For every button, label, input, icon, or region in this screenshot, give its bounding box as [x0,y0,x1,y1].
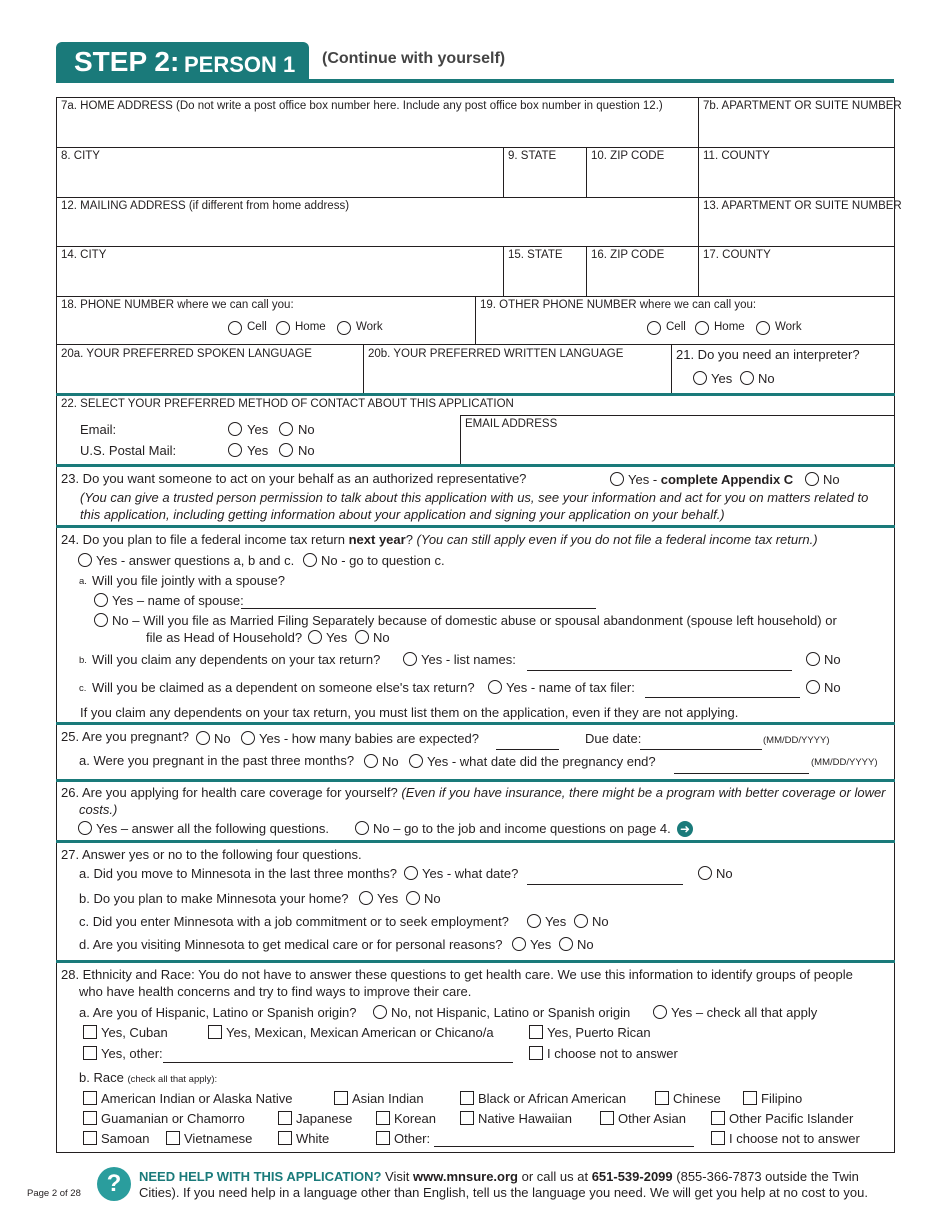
race-label: White [296,1131,330,1146]
q18-cell-radio[interactable] [228,321,242,335]
race-checkbox[interactable] [600,1111,614,1125]
q28-intro-line1: 28. Ethnicity and Race: You do not have to answer these questions to get health care. We use this information to identify groups of people [61,967,853,982]
eth-cuban-label: Yes, Cuban [101,1025,168,1040]
due-date-field[interactable] [640,749,762,750]
q24a-label: Will you file jointly with a spouse? [92,573,285,588]
q28b-label: b. Race (check all that apply): [79,1070,218,1085]
due-date-format: (MM/DD/YYYY) [763,735,830,746]
race-checkbox[interactable] [83,1111,97,1125]
q18-home-label: Home [295,321,326,333]
q24-yes-label: Yes - answer questions a, b and c. [96,553,295,568]
q28a-label: a. Are you of Hispanic, Latino or Spanish origin? [79,1005,357,1020]
dependents-names-field[interactable] [527,670,792,671]
help-icon: ? [97,1167,131,1201]
race-checkbox[interactable] [278,1131,292,1145]
home-address-field[interactable] [57,115,697,146]
q27a-yes-radio[interactable] [404,866,418,880]
q22-postal-no-radio[interactable] [279,443,293,457]
q27c-no-label: No [592,914,609,929]
mailing-city-field[interactable] [57,264,502,295]
q24a-hoh-no-radio[interactable] [355,630,369,644]
q21-label: 21. Do you need an interpreter? [676,347,860,362]
move-date-field[interactable] [527,884,683,885]
q23-label: 23. Do you want someone to act on your behalf as an authorized representative? [61,471,527,486]
q20a-label: 20a. YOUR PREFERRED SPOKEN LANGUAGE [61,348,312,360]
q27d-yes-label: Yes [530,937,552,952]
q24-label: 24. Do you plan to file a federal income tax return next year? (You can still apply even if you do not file a federal income tax return.) [61,532,818,547]
q27a-no-label: No [716,866,733,881]
race-label: Black or African American [478,1091,627,1106]
q27b-yes-radio[interactable] [359,891,373,905]
q28a-yes-label: Yes – check all that apply [671,1005,818,1020]
q19-work-label: Work [775,321,802,333]
q28a-no-radio[interactable] [373,1005,387,1019]
spouse-name-field[interactable] [241,608,596,609]
race-checkbox[interactable] [711,1131,725,1145]
q22-postal-yes-label: Yes [247,443,269,458]
q28a-no-label: No, not Hispanic, Latino or Spanish origin [391,1005,631,1020]
q25a-yes-label: Yes - what date did the pregnancy end? [427,754,656,769]
q22-email-no-radio[interactable] [279,422,293,436]
q24a-hoh-no-label: No [373,630,390,645]
q10-label: 10. ZIP CODE [591,150,665,162]
q16-label: 16. ZIP CODE [591,249,665,261]
mailing-state-field[interactable] [504,264,585,295]
q27a-no-radio[interactable] [698,866,712,880]
q22-postal-label: U.S. Postal Mail: [80,443,177,458]
q25-label: 25. Are you pregnant? [61,729,189,744]
race-checkbox[interactable] [655,1091,669,1105]
q18-label: 18. PHONE NUMBER where we can call you: [61,299,294,311]
pregnancy-end-date-format: (MM/DD/YYYY) [811,757,878,768]
q24c-yes-label: Yes - name of tax filer: [506,680,635,695]
city-field[interactable] [57,165,502,196]
q24a-no-radio[interactable] [94,613,108,627]
q24b-yes-radio[interactable] [403,652,417,666]
zip-field[interactable] [587,165,697,196]
q22-email-yes-radio[interactable] [228,422,242,436]
race-label: Samoan [101,1131,150,1146]
q7b-label: 7b. APARTMENT OR SUITE NUMBER [703,100,902,112]
q24-yes-radio[interactable] [78,553,92,567]
q21-yes-radio[interactable] [693,371,707,385]
race-checkbox[interactable] [83,1131,97,1145]
q21-no-radio[interactable] [740,371,754,385]
q23-no-radio[interactable] [805,472,819,486]
tax-filer-name-field[interactable] [645,697,800,698]
q9-label: 9. STATE [508,150,557,162]
q24a-yes-radio[interactable] [94,593,108,607]
q8-label: 8. CITY [61,150,100,162]
mailing-county-field[interactable] [699,264,893,295]
q18-work-label: Work [356,321,383,333]
q26-label: 26. Are you applying for health care coverage for yourself? (Even if you have insurance, there might be a program with better coverage or lower [61,785,886,800]
q27d-no-radio[interactable] [559,937,573,951]
race-label: Other Asian [618,1111,686,1126]
q24b-no-label: No [824,652,841,667]
race-checkbox[interactable] [83,1091,97,1105]
eth-mexican-label: Yes, Mexican, Mexican American or Chicano/a [226,1025,494,1040]
q24b-yes-label: Yes - list names: [421,652,516,667]
q26-no-label: No – go to the job and income questions on page 4. [373,821,671,836]
eth-pr-checkbox[interactable] [529,1025,543,1039]
q24a-hoh-label: file as Head of Household? [146,630,303,645]
race-checkbox[interactable] [460,1111,474,1125]
q27a-yes-label: Yes - what date? [422,866,519,881]
babies-count-field[interactable] [496,749,559,750]
race-checkbox[interactable] [376,1131,390,1145]
q27c-yes-radio[interactable] [527,914,541,928]
q25a-no-radio[interactable] [364,754,378,768]
race-checkbox[interactable] [743,1091,757,1105]
q27b-label: b. Do you plan to make Minnesota your home? [79,891,349,906]
footer-help-line1: NEED HELP WITH THIS APPLICATION? Visit www.mnsure.org or call us at 651-539-2099 (855-366-7873 outside the Twin [139,1169,859,1184]
q27b-no-radio[interactable] [406,891,420,905]
q12-label: 12. MAILING ADDRESS (if different from home address) [61,200,350,212]
mailing-apt-field[interactable] [699,215,893,245]
race-label: Chinese [673,1091,721,1106]
race-label: Asian Indian [352,1091,424,1106]
q19-home-label: Home [714,321,745,333]
q26-yes-radio[interactable] [78,821,92,835]
person-label: PERSON 1 [184,52,296,77]
q26-label-cont: costs.) [79,802,118,817]
race-label: Korean [394,1111,436,1126]
race-label: Other: [394,1131,431,1146]
race-checkbox[interactable] [711,1111,725,1125]
home-apt-field[interactable] [699,115,893,146]
race-checkbox[interactable] [376,1111,390,1125]
q27a-label: a. Did you move to Minnesota in the last three months? [79,866,397,881]
q22-postal-yes-radio[interactable] [228,443,242,457]
q14-label: 14. CITY [61,249,107,261]
eth-other-checkbox[interactable] [83,1046,97,1060]
q25-yes-label: Yes - how many babies are expected? [259,731,479,746]
q24b-letter: b. [79,655,87,666]
q15-label: 15. STATE [508,249,563,261]
race-label: Other Pacific Islander [729,1111,854,1126]
q27d-yes-radio[interactable] [512,937,526,951]
q27c-no-radio[interactable] [574,914,588,928]
q19-home-radio[interactable] [695,321,709,335]
race-label: Native Hawaiian [478,1111,572,1126]
q18-home-radio[interactable] [276,321,290,335]
q24a-yes-label: Yes – name of spouse: [112,593,244,608]
q19-cell-label: Cell [666,321,686,333]
q22-postal-no-label: No [298,443,315,458]
race-label: Japanese [296,1111,353,1126]
spoken-language-field[interactable] [57,363,362,393]
q19-work-radio[interactable] [756,321,770,335]
q22-email-label: Email: [80,422,117,437]
q27c-yes-label: Yes [545,914,567,929]
arrow-right-icon: ➜ [677,821,693,837]
q21-no-label: No [758,371,775,386]
q27b-no-label: No [424,891,441,906]
eth-pr-label: Yes, Puerto Rican [547,1025,651,1040]
race-label: I choose not to answer [729,1131,860,1146]
race-checkbox[interactable] [166,1131,180,1145]
q24a-hoh-yes-radio[interactable] [308,630,322,644]
q22-email-yes-label: Yes [247,422,269,437]
q23-yes-label: Yes - complete Appendix C [628,472,794,487]
q21-yes-label: Yes [711,371,733,386]
q24-no-label: No - go to question c. [321,553,445,568]
q23-yes-radio[interactable] [610,472,624,486]
mailing-address-field[interactable] [57,215,697,245]
q25-no-radio[interactable] [196,731,210,745]
state-field[interactable] [504,165,585,196]
eth-mexican-checkbox[interactable] [208,1025,222,1039]
race-checkbox[interactable] [460,1091,474,1105]
race-other-field[interactable] [434,1146,694,1147]
step-label: STEP 2: [74,46,180,77]
county-field[interactable] [699,165,893,196]
q27b-yes-label: Yes [377,891,399,906]
q19-label: 19. OTHER PHONE NUMBER where we can call you: [480,299,757,311]
footer-help-line2: Cities). If you need help in a language other than English, tell us the language you need. We will get you help at no cost to you. [139,1185,868,1200]
q20b-label: 20b. YOUR PREFERRED WRITTEN LANGUAGE [368,348,624,360]
q26-yes-label: Yes – answer all the following questions. [96,821,329,836]
q13-label: 13. APARTMENT OR SUITE NUMBER [703,200,902,212]
q7a-label: 7a. HOME ADDRESS (Do not write a post office box number here. Include any post office box number in question 12.) [61,100,663,112]
q24a-letter: a. [79,576,87,587]
q27c-label: c. Did you enter Minnesota with a job commitment or to seek employment? [79,914,509,929]
q23-note-line1: (You can give a trusted person permission to talk about this application with us, see your information and act for you on matters related to [80,490,869,505]
header-subtitle: (Continue with yourself) [322,50,506,67]
eth-other-label: Yes, other: [101,1046,163,1061]
q24c-yes-radio[interactable] [488,680,502,694]
q24b-no-radio[interactable] [806,652,820,666]
mailing-zip-field[interactable] [587,264,697,295]
race-label: Vietnamese [184,1131,253,1146]
eth-cuban-checkbox[interactable] [83,1025,97,1039]
race-label: Filipino [761,1091,803,1106]
header-rule [56,79,894,83]
q25a-yes-radio[interactable] [409,754,423,768]
eth-decline-label: I choose not to answer [547,1046,678,1061]
q27d-no-label: No [577,937,594,952]
eth-decline-checkbox[interactable] [529,1046,543,1060]
q25-no-label: No [214,731,231,746]
q24c-no-label: No [824,680,841,695]
q26-no-radio[interactable] [355,821,369,835]
q11-label: 11. COUNTY [703,150,770,162]
race-checkbox[interactable] [278,1111,292,1125]
q22-email-address-label: EMAIL ADDRESS [465,418,558,430]
eth-other-field[interactable] [163,1062,513,1063]
q19-cell-radio[interactable] [647,321,661,335]
q23-note-line2: this application, including getting information about your application and signing your application on your behalf.) [80,507,725,522]
q24c-no-radio[interactable] [806,680,820,694]
q23-no-label: No [823,472,840,487]
q24a-hoh-yes-label: Yes [326,630,348,645]
race-checkbox[interactable] [334,1091,348,1105]
race-label: American Indian or Alaska Native [101,1091,293,1106]
q24a-no-label: No – Will you file as Married Filing Separately because of domestic abuse or spousal abandonment (spouse left household) or [112,613,837,628]
q28a-yes-radio[interactable] [653,1005,667,1019]
q24c-label: Will you be claimed as a dependent on someone else's tax return? [92,680,475,695]
page-number: Page 2 of 28 [27,1188,81,1199]
q22-label: 22. SELECT YOUR PREFERRED METHOD OF CONTACT ABOUT THIS APPLICATION [61,398,514,410]
q25a-label: a. Were you pregnant in the past three months? [79,753,355,768]
race-label: Guamanian or Chamorro [101,1111,245,1126]
q27d-label: d. Are you visiting Minnesota to get medical care or for personal reasons? [79,937,503,952]
q25a-no-label: No [382,754,399,769]
q24c-letter: c. [79,683,87,694]
q24-no-radio[interactable] [303,553,317,567]
q24-note: If you claim any dependents on your tax return, you must list them on the application, even if they are not applying. [80,705,739,720]
q24b-label: Will you claim any dependents on your tax return? [92,652,381,667]
q25-yes-radio[interactable] [241,731,255,745]
q25-due-label: Due date: [585,731,642,746]
q18-work-radio[interactable] [337,321,351,335]
email-address-field[interactable] [461,432,893,463]
q18-cell-label: Cell [247,321,267,333]
q17-label: 17. COUNTY [703,249,771,261]
written-language-field[interactable] [364,363,670,393]
q22-email-no-label: No [298,422,315,437]
pregnancy-end-date-field[interactable] [674,773,809,774]
q28-intro-line2: who have health concerns and try to find ways to improve their care. [79,984,472,999]
q27-label: 27. Answer yes or no to the following four questions. [61,847,362,862]
